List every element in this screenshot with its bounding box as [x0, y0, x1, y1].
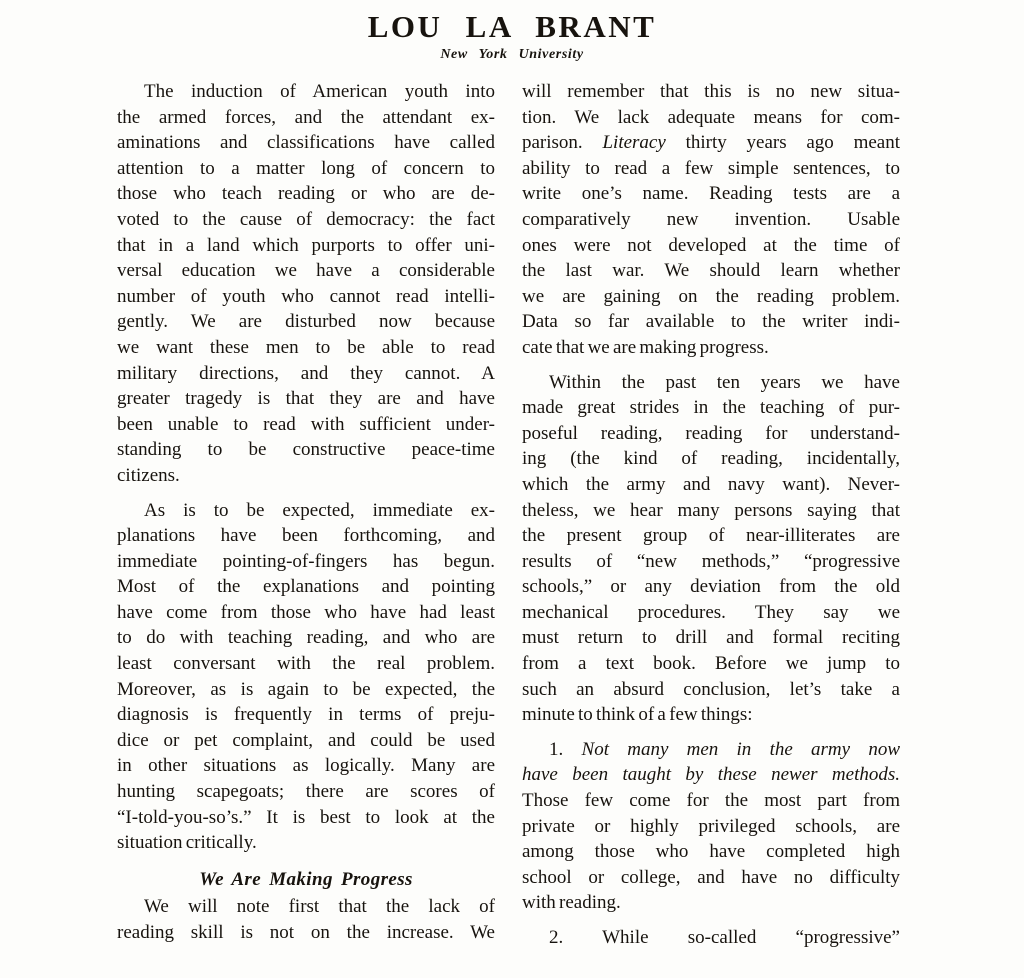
body-text: The induction of American youth into: [144, 81, 495, 102]
body-text: to do with teaching reading, and who are: [117, 627, 495, 649]
text-line: [522, 370, 900, 396]
body-text: citizens.: [117, 464, 180, 486]
text-line: [117, 309, 495, 335]
body-text: “I-told-you-so’s.” It is best to look at the: [117, 806, 495, 828]
body-text: that in a land which purports to offer uni-: [117, 234, 495, 256]
paragraph: [522, 737, 900, 916]
body-text: dice or pet complaint, and could be used: [117, 729, 495, 751]
paragraph: [522, 79, 900, 361]
text-line: [522, 814, 900, 840]
body-text: minute to think of a few things:: [522, 704, 753, 726]
text-line: [522, 925, 900, 951]
body-text: school or college, and have no difficulty: [522, 866, 900, 888]
paragraph: [117, 498, 495, 856]
body-text: situation critically.: [117, 832, 257, 854]
body-text: 1.: [549, 738, 582, 760]
text-line: [522, 549, 900, 575]
text-line: [117, 753, 495, 779]
text-line: [117, 181, 495, 207]
text-line: [117, 284, 495, 310]
body-text: immediate pointing-of-fingers has begun.: [117, 550, 495, 572]
text-line: [117, 463, 495, 489]
text-line: [522, 207, 900, 233]
body-text: will remember that this is no new situa-: [522, 81, 900, 102]
text-line: [522, 865, 900, 891]
body-text: least conversant with the real problem.: [117, 653, 495, 675]
text-line: [117, 625, 495, 651]
body-text: been unable to read with sufficient under-: [117, 413, 495, 435]
body-text: Within the past ten years we have: [549, 371, 900, 393]
text-line: [522, 105, 900, 131]
body-text: from a text book. Before we jump to: [522, 653, 900, 675]
body-text: Data so far available to the writer indi-: [522, 311, 900, 333]
text-line: [522, 472, 900, 498]
section-heading: We Are Making Progress: [199, 868, 413, 890]
body-text: hunting scapegoats; there are scores of: [117, 781, 495, 803]
body-text: gently. We are disturbed now because: [117, 311, 495, 333]
text-line: [117, 130, 495, 156]
text-line: [117, 412, 495, 438]
body-text: such an absurd conclusion, let’s take a: [522, 678, 900, 700]
text-line: [117, 702, 495, 728]
text-line: [117, 830, 495, 856]
author-affiliation: New York University: [440, 47, 584, 62]
body-text: thirty years ago meant: [665, 132, 900, 154]
body-text: must return to drill and formal reciting: [522, 627, 900, 649]
text-line: [522, 788, 900, 814]
body-text: Those few come for the most part from: [522, 790, 900, 812]
text-line: [117, 498, 495, 524]
body-text: As is to be expected, immediate ex-: [144, 499, 495, 521]
text-line: [117, 920, 495, 946]
paragraph: [522, 370, 900, 728]
body-text: we want these men to be able to read: [117, 336, 495, 358]
body-text: the present group of near-illiterates are: [522, 525, 900, 547]
text-line: [117, 156, 495, 182]
text-line: [117, 335, 495, 361]
body-text: planations have been forthcoming, and: [117, 525, 495, 547]
text-column: [117, 79, 495, 960]
body-text: which the army and navy want). Never-: [522, 473, 900, 495]
body-text: versal education we have a considerable: [117, 260, 495, 282]
body-text: those who teach reading or who are de-: [117, 183, 495, 205]
body-text: Moreover, as is again to be expected, the: [117, 678, 495, 700]
body-text: standing to be constructive peace-time: [117, 439, 495, 461]
body-text: we are gaining on the reading problem.: [522, 285, 900, 307]
text-line: [522, 890, 900, 916]
text-line: [117, 105, 495, 131]
text-line: [117, 233, 495, 259]
text-line: [522, 181, 900, 207]
body-text: theless, we hear many persons saying that: [522, 499, 900, 521]
text-line: [117, 574, 495, 600]
columns: [0, 63, 1024, 960]
body-text: poseful reading, reading for understand-: [522, 422, 900, 444]
text-line: [522, 284, 900, 310]
body-text: voted to the cause of democracy: the fact: [117, 208, 495, 230]
body-text: ability to read a few simple sentences, to: [522, 157, 900, 179]
text-line: [117, 805, 495, 831]
body-text: diagnosis is frequently in terms of preju-: [117, 704, 495, 726]
body-text: parison.: [522, 132, 603, 154]
text-line: [117, 207, 495, 233]
body-text: schools,” or any deviation from the old: [522, 576, 900, 598]
text-line: [522, 523, 900, 549]
text-line: [117, 386, 495, 412]
text-line: [117, 677, 495, 703]
text-line: [117, 894, 495, 920]
body-text: We will note first that the lack of: [144, 896, 495, 918]
text-line: [117, 258, 495, 284]
text-line: [522, 600, 900, 626]
body-text: tion. We lack adequate means for com-: [522, 106, 900, 128]
body-text: mechanical procedures. They say we: [522, 601, 900, 623]
body-text: comparatively new invention. Usable: [522, 208, 900, 230]
body-text: with reading.: [522, 892, 621, 914]
text-line: [522, 574, 900, 600]
text-line: [117, 361, 495, 387]
paragraph: [117, 79, 495, 489]
body-text: ing (the kind of reading, incidentally,: [522, 448, 900, 470]
text-line: [117, 437, 495, 463]
body-text: greater tragedy is that they are and have: [117, 388, 495, 410]
body-text: the last war. We should learn whether: [522, 260, 900, 282]
text-line: [522, 625, 900, 651]
text-line: [117, 600, 495, 626]
text-line: [522, 258, 900, 284]
body-text: the armed forces, and the attendant ex-: [117, 106, 495, 128]
body-text: cate that we are making progress.: [522, 336, 769, 358]
text-line: [522, 335, 900, 361]
body-text: ones were not developed at the time of: [522, 234, 900, 256]
body-text: number of youth who cannot read intelli-: [117, 285, 495, 307]
body-text: military directions, and they cannot. A: [117, 362, 495, 384]
text-line: [522, 395, 900, 421]
text-line: [522, 156, 900, 182]
author-title: LOU LA BRANT: [367, 9, 657, 44]
text-line: [522, 79, 900, 105]
body-text: among those who have completed high: [522, 841, 900, 863]
body-text: private or highly privileged schools, are: [522, 815, 900, 837]
text-line: [522, 421, 900, 447]
text-line: [117, 779, 495, 805]
italic-text: have been taught by these newer methods.: [522, 764, 900, 786]
body-text: attention to a matter long of concern to: [117, 157, 495, 179]
text-line: [522, 677, 900, 703]
text-column: [522, 79, 900, 960]
text-line: [522, 130, 900, 156]
body-text: in other situations as logically. Many are: [117, 755, 495, 777]
body-text: write one’s name. Reading tests are a: [522, 183, 900, 205]
text-line: [522, 498, 900, 524]
text-line: [522, 446, 900, 472]
paragraph: [117, 894, 495, 945]
text-line: [522, 737, 900, 763]
article-header: [0, 0, 1024, 63]
italic-text: Literacy: [602, 132, 666, 154]
body-text: reading skill is not on the increase. We: [117, 922, 495, 943]
text-line: [522, 651, 900, 677]
text-line: [522, 839, 900, 865]
text-line: [522, 233, 900, 259]
text-line: [117, 728, 495, 754]
text-line: [117, 651, 495, 677]
text-line: [117, 523, 495, 549]
text-line: [117, 79, 495, 105]
text-line: [522, 309, 900, 335]
body-text: 2. While so-called “progressive”: [549, 927, 900, 948]
text-line: [117, 549, 495, 575]
text-line: [522, 762, 900, 788]
paragraph: [522, 925, 900, 951]
body-text: results of “new methods,” “progressive: [522, 550, 900, 572]
body-text: made great strides in the teaching of pur-: [522, 397, 900, 419]
italic-text: Not many men in the army now: [581, 738, 900, 760]
body-text: have come from those who have had least: [117, 601, 495, 623]
body-text: Most of the explanations and pointing: [117, 576, 495, 598]
text-line: [522, 702, 900, 728]
body-text: aminations and classifications have called: [117, 132, 495, 154]
